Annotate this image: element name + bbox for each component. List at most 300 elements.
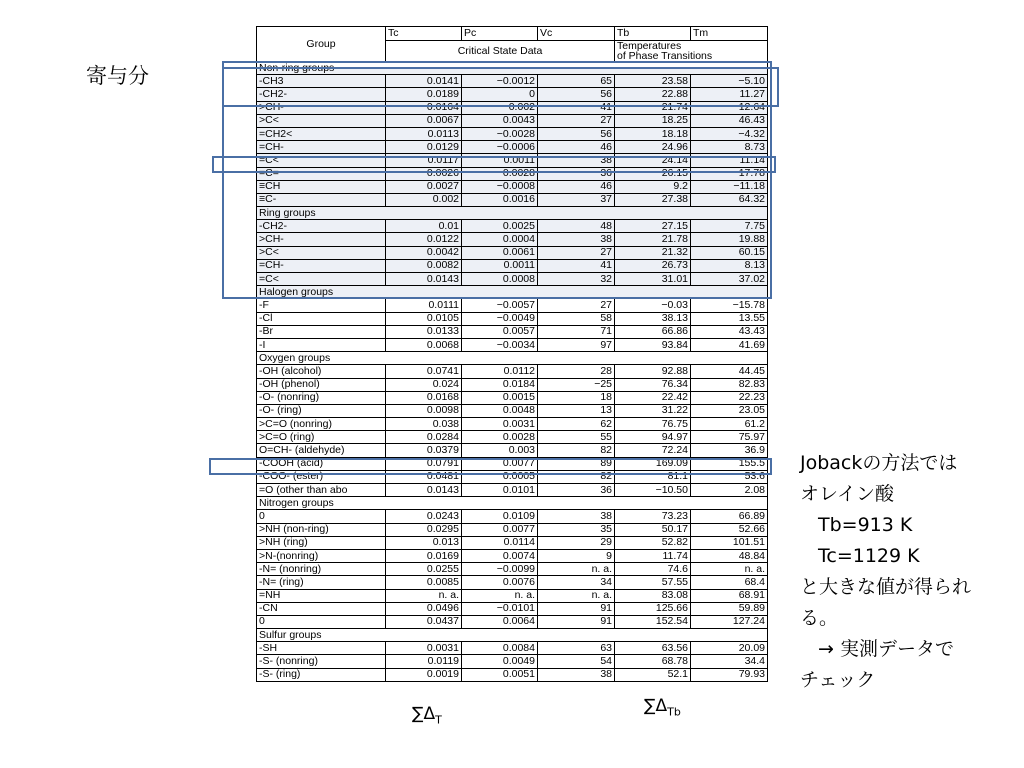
tb-cell: −0.03 <box>615 299 691 312</box>
group-cell: -Cl <box>257 312 386 325</box>
note-line-2: オレイン酸 <box>800 483 895 505</box>
group-cell: -SH <box>257 642 386 655</box>
tm-cell: 82.83 <box>691 378 768 391</box>
tc-cell: 0.0133 <box>386 325 462 338</box>
pc-cell: 0.0064 <box>462 615 538 628</box>
tc-cell: 0.0481 <box>386 470 462 483</box>
vc-cell: 36 <box>538 484 615 497</box>
tm-cell: 53.6 <box>691 470 768 483</box>
tm-cell: 23.05 <box>691 404 768 417</box>
group-cell: -N= (nonring) <box>257 563 386 576</box>
table-row <box>257 193 768 206</box>
tm-cell: 8.73 <box>691 141 768 154</box>
tc-cell: 0.0496 <box>386 602 462 615</box>
table-row <box>257 484 768 497</box>
group-cell: =O (other than abo <box>257 484 386 497</box>
pc-cell: 0.0051 <box>462 668 538 681</box>
pc-cell: 0.0008 <box>462 273 538 286</box>
group-cell: =CH2< <box>257 127 386 140</box>
group-cell: -CH2- <box>257 88 386 101</box>
table-row <box>257 470 768 483</box>
pc-cell: −0.0099 <box>462 563 538 576</box>
tm-cell: 11.14 <box>691 154 768 167</box>
group-cell: >N-(nonring) <box>257 549 386 562</box>
tc-cell: 0.024 <box>386 378 462 391</box>
table-row <box>257 391 768 404</box>
table-row <box>257 325 768 338</box>
table-row <box>257 576 768 589</box>
vc-cell: 91 <box>538 602 615 615</box>
group-cell: =C< <box>257 154 386 167</box>
vc-cell: 82 <box>538 444 615 457</box>
tc-cell: 0.0169 <box>386 549 462 562</box>
group-cell: ≡CH <box>257 180 386 193</box>
vc-cell: 97 <box>538 338 615 351</box>
tc-cell: 0.0243 <box>386 510 462 523</box>
tb-cell: 21.78 <box>615 233 691 246</box>
table-row <box>257 510 768 523</box>
tc-cell: 0.0379 <box>386 444 462 457</box>
sum-delta-t-symbol: ∑Δ <box>412 704 436 724</box>
group-cell: >CH- <box>257 101 386 114</box>
pc-cell: −0.0049 <box>462 312 538 325</box>
tb-cell: 22.42 <box>615 391 691 404</box>
tc-cell: 0.0098 <box>386 404 462 417</box>
group-cell: -COO- (ester) <box>257 470 386 483</box>
group-cell: O=CH- (aldehyde) <box>257 444 386 457</box>
vc-cell: 35 <box>538 523 615 536</box>
table-row <box>257 312 768 325</box>
tb-cell: 24.14 <box>615 154 691 167</box>
group-cell: -CN <box>257 602 386 615</box>
tb-cell: 169.09 <box>615 457 691 470</box>
table-row <box>257 457 768 470</box>
tm-cell: 2.08 <box>691 484 768 497</box>
vc-cell: 46 <box>538 141 615 154</box>
table-row <box>257 536 768 549</box>
vc-cell: 38 <box>538 233 615 246</box>
tc-cell: 0.0143 <box>386 273 462 286</box>
sum-delta-t <box>412 704 442 726</box>
group-cell: -OH (phenol) <box>257 378 386 391</box>
tc-cell: 0.0141 <box>386 75 462 88</box>
tm-cell: 44.45 <box>691 365 768 378</box>
vc-cell: 41 <box>538 259 615 272</box>
tc-cell: 0.0255 <box>386 563 462 576</box>
pc-cell: 0.0077 <box>462 457 538 470</box>
tb-cell: 74.6 <box>615 563 691 576</box>
note-line-1: Jobackの方法では <box>800 452 958 474</box>
sum-delta-tb <box>644 696 681 718</box>
header-tm: Tm <box>691 27 768 41</box>
group-cell: -F <box>257 299 386 312</box>
pc-cell: 0.0025 <box>462 220 538 233</box>
tb-cell: 26.73 <box>615 259 691 272</box>
sum-delta-tb-symbol: ∑Δ <box>644 696 668 716</box>
pc-cell: 0.002 <box>462 101 538 114</box>
table-row <box>257 523 768 536</box>
tb-cell: 76.34 <box>615 378 691 391</box>
group-cell: -COOH (acid) <box>257 457 386 470</box>
table-row <box>257 365 768 378</box>
tb-cell: 23.58 <box>615 75 691 88</box>
tb-cell: 31.01 <box>615 273 691 286</box>
group-cell: ≡C- <box>257 193 386 206</box>
section-title: Ring groups <box>257 207 768 220</box>
table-row <box>257 259 768 272</box>
pc-cell: 0.0084 <box>462 642 538 655</box>
table-row <box>257 431 768 444</box>
group-cell: >C< <box>257 114 386 127</box>
pc-cell: −0.0034 <box>462 338 538 351</box>
note-line-8: チェック <box>800 669 876 691</box>
table-row <box>257 114 768 127</box>
tb-cell: 22.88 <box>615 88 691 101</box>
pc-cell: 0.0077 <box>462 523 538 536</box>
tm-cell: 20.09 <box>691 642 768 655</box>
tc-cell: 0.0111 <box>386 299 462 312</box>
pc-cell: 0.0028 <box>462 167 538 180</box>
vc-cell: 9 <box>538 549 615 562</box>
header-tb: Tb <box>615 27 691 41</box>
tb-cell: 81.1 <box>615 470 691 483</box>
pc-cell: 0.0112 <box>462 365 538 378</box>
group-cell: 0 <box>257 510 386 523</box>
table-row <box>257 668 768 681</box>
tm-cell: 60.15 <box>691 246 768 259</box>
vc-cell: 34 <box>538 576 615 589</box>
table-row <box>257 127 768 140</box>
pc-cell: 0.0011 <box>462 259 538 272</box>
group-cell: =C< <box>257 273 386 286</box>
pc-cell: −0.0006 <box>462 141 538 154</box>
note-line-7: → 実測データで <box>818 638 954 660</box>
tm-cell: 46.43 <box>691 114 768 127</box>
vc-cell: 48 <box>538 220 615 233</box>
tb-cell: 9.2 <box>615 180 691 193</box>
tb-cell: 18.18 <box>615 127 691 140</box>
tc-cell: 0.0122 <box>386 233 462 246</box>
joback-table <box>256 26 768 682</box>
pc-cell: 0.0109 <box>462 510 538 523</box>
tb-cell: 152.54 <box>615 615 691 628</box>
table-row <box>257 338 768 351</box>
tm-cell: 61.2 <box>691 418 768 431</box>
tc-cell: 0.0119 <box>386 655 462 668</box>
pc-cell: 0.0043 <box>462 114 538 127</box>
tb-cell: 66.86 <box>615 325 691 338</box>
group-cell: >NH (non-ring) <box>257 523 386 536</box>
tm-cell: 127.24 <box>691 615 768 628</box>
tc-cell: 0.0284 <box>386 431 462 444</box>
tm-cell: 155.5 <box>691 457 768 470</box>
tb-cell: 83.08 <box>615 589 691 602</box>
tc-cell: 0.0791 <box>386 457 462 470</box>
section-title: Oxygen groups <box>257 352 768 365</box>
vc-cell: 65 <box>538 75 615 88</box>
tc-cell: 0.0117 <box>386 154 462 167</box>
table-row <box>257 233 768 246</box>
pc-cell: 0 <box>462 88 538 101</box>
pc-cell: 0.0028 <box>462 431 538 444</box>
tm-cell: n. a. <box>691 563 768 576</box>
group-cell: -N= (ring) <box>257 576 386 589</box>
pc-cell: 0.003 <box>462 444 538 457</box>
table-row <box>257 444 768 457</box>
tb-cell: 52.82 <box>615 536 691 549</box>
group-cell: >CH- <box>257 233 386 246</box>
tb-cell: 24.96 <box>615 141 691 154</box>
section-row <box>257 497 768 510</box>
vc-cell: 18 <box>538 391 615 404</box>
table-row <box>257 180 768 193</box>
section-title: Nitrogen groups <box>257 497 768 510</box>
tb-cell: 94.97 <box>615 431 691 444</box>
table-row <box>257 220 768 233</box>
pc-cell: 0.0184 <box>462 378 538 391</box>
sum-delta-t-sub: T <box>435 713 442 727</box>
tc-cell: 0.0113 <box>386 127 462 140</box>
tm-cell: 13.55 <box>691 312 768 325</box>
tc-cell: 0.0027 <box>386 180 462 193</box>
table-row <box>257 563 768 576</box>
tb-cell: 73.23 <box>615 510 691 523</box>
table-row <box>257 589 768 602</box>
table-row <box>257 418 768 431</box>
table-row <box>257 549 768 562</box>
tc-cell: 0.013 <box>386 536 462 549</box>
table-row <box>257 246 768 259</box>
pc-cell: 0.0057 <box>462 325 538 338</box>
tm-cell: 19.88 <box>691 233 768 246</box>
tc-cell: 0.0741 <box>386 365 462 378</box>
tm-cell: 101.51 <box>691 536 768 549</box>
pc-cell: 0.0004 <box>462 233 538 246</box>
tb-cell: 68.78 <box>615 655 691 668</box>
note-text <box>800 448 1024 696</box>
pc-cell: 0.0101 <box>462 484 538 497</box>
vc-cell: 89 <box>538 457 615 470</box>
tm-cell: −11.18 <box>691 180 768 193</box>
tm-cell: 79.93 <box>691 668 768 681</box>
pc-cell: −0.0008 <box>462 180 538 193</box>
tb-cell: 72.24 <box>615 444 691 457</box>
tb-cell: 18.25 <box>615 114 691 127</box>
tb-cell: 26.15 <box>615 167 691 180</box>
vc-cell: 38 <box>538 668 615 681</box>
pc-cell: −0.0057 <box>462 299 538 312</box>
tc-cell: 0.0437 <box>386 615 462 628</box>
tc-cell: 0.0085 <box>386 576 462 589</box>
table-row <box>257 378 768 391</box>
tm-cell: 59.89 <box>691 602 768 615</box>
vc-cell: 54 <box>538 655 615 668</box>
vc-cell: 46 <box>538 180 615 193</box>
group-cell: >C=O (ring) <box>257 431 386 444</box>
tc-cell: 0.0129 <box>386 141 462 154</box>
header-temps-line1: Temperatures <box>617 40 682 52</box>
group-cell: -O- (nonring) <box>257 391 386 404</box>
pc-cell: 0.0031 <box>462 418 538 431</box>
vc-cell: 38 <box>538 510 615 523</box>
header-vc: Vc <box>538 27 615 41</box>
tc-cell: 0.01 <box>386 220 462 233</box>
tb-cell: 76.75 <box>615 418 691 431</box>
table-row <box>257 101 768 114</box>
vc-cell: n. a. <box>538 563 615 576</box>
tb-cell: 57.55 <box>615 576 691 589</box>
vc-cell: 29 <box>538 536 615 549</box>
vc-cell: 27 <box>538 114 615 127</box>
pc-cell: 0.0061 <box>462 246 538 259</box>
vc-cell: 63 <box>538 642 615 655</box>
tb-cell: −10.50 <box>615 484 691 497</box>
tb-cell: 21.74 <box>615 101 691 114</box>
tm-cell: 17.78 <box>691 167 768 180</box>
tm-cell: 68.4 <box>691 576 768 589</box>
table-row <box>257 642 768 655</box>
tc-cell: 0.0082 <box>386 259 462 272</box>
note-line-4: Tc=1129 K <box>818 545 920 567</box>
vc-cell: 28 <box>538 365 615 378</box>
vc-cell: 71 <box>538 325 615 338</box>
pc-cell: 0.0048 <box>462 404 538 417</box>
pc-cell: 0.0114 <box>462 536 538 549</box>
tm-cell: 36.9 <box>691 444 768 457</box>
vc-cell: 91 <box>538 615 615 628</box>
group-cell: =CH- <box>257 259 386 272</box>
tc-cell: 0.0105 <box>386 312 462 325</box>
vc-cell: 32 <box>538 273 615 286</box>
tm-cell: −5.10 <box>691 75 768 88</box>
group-cell: -I <box>257 338 386 351</box>
vc-cell: 62 <box>538 418 615 431</box>
tm-cell: 11.27 <box>691 88 768 101</box>
note-line-6: る。 <box>800 607 839 629</box>
tb-cell: 50.17 <box>615 523 691 536</box>
vc-cell: 36 <box>538 167 615 180</box>
tc-cell: 0.0042 <box>386 246 462 259</box>
tc-cell: 0.0026 <box>386 167 462 180</box>
vc-cell: 27 <box>538 299 615 312</box>
header-group: Group <box>257 27 386 62</box>
vc-cell: n. a. <box>538 589 615 602</box>
group-cell: -O- (ring) <box>257 404 386 417</box>
pc-cell: n. a. <box>462 589 538 602</box>
group-cell: =C= <box>257 167 386 180</box>
tc-cell: 0.0068 <box>386 338 462 351</box>
tb-cell: 27.38 <box>615 193 691 206</box>
section-row <box>257 352 768 365</box>
tb-cell: 38.13 <box>615 312 691 325</box>
table-row <box>257 299 768 312</box>
tm-cell: 12.64 <box>691 101 768 114</box>
vc-cell: 56 <box>538 88 615 101</box>
tc-cell: n. a. <box>386 589 462 602</box>
tb-cell: 92.88 <box>615 365 691 378</box>
tc-cell: 0.0295 <box>386 523 462 536</box>
table-row <box>257 154 768 167</box>
tc-cell: 0.0164 <box>386 101 462 114</box>
header-tc: Tc <box>386 27 462 41</box>
vc-cell: 56 <box>538 127 615 140</box>
table-row <box>257 88 768 101</box>
group-cell: 0 <box>257 615 386 628</box>
group-cell: -CH3 <box>257 75 386 88</box>
pc-cell: 0.0005 <box>462 470 538 483</box>
pc-cell: 0.0074 <box>462 549 538 562</box>
group-cell: >C< <box>257 246 386 259</box>
table-row <box>257 615 768 628</box>
tc-cell: 0.0031 <box>386 642 462 655</box>
pc-cell: −0.0101 <box>462 602 538 615</box>
table-row <box>257 273 768 286</box>
tm-cell: 34.4 <box>691 655 768 668</box>
group-cell: -OH (alcohol) <box>257 365 386 378</box>
pc-cell: 0.0076 <box>462 576 538 589</box>
tm-cell: −15.78 <box>691 299 768 312</box>
table-row <box>257 655 768 668</box>
tc-cell: 0.0067 <box>386 114 462 127</box>
tc-cell: 0.0168 <box>386 391 462 404</box>
pc-cell: 0.0011 <box>462 154 538 167</box>
tc-cell: 0.0189 <box>386 88 462 101</box>
pc-cell: 0.0016 <box>462 193 538 206</box>
header-critical: Critical State Data <box>386 41 615 62</box>
pc-cell: 0.0015 <box>462 391 538 404</box>
table-row <box>257 141 768 154</box>
tc-cell: 0.002 <box>386 193 462 206</box>
vc-cell: 27 <box>538 246 615 259</box>
tb-cell: 21.32 <box>615 246 691 259</box>
tb-cell: 93.84 <box>615 338 691 351</box>
group-cell: >NH (ring) <box>257 536 386 549</box>
pc-cell: −0.0028 <box>462 127 538 140</box>
pc-cell: −0.0012 <box>462 75 538 88</box>
table-row <box>257 167 768 180</box>
tm-cell: 7.75 <box>691 220 768 233</box>
tm-cell: 66.89 <box>691 510 768 523</box>
tm-cell: 52.66 <box>691 523 768 536</box>
group-cell: =NH <box>257 589 386 602</box>
note-line-3: Tb=913 K <box>818 514 913 536</box>
group-cell: -S- (ring) <box>257 668 386 681</box>
pc-cell: 0.0049 <box>462 655 538 668</box>
section-row <box>257 286 768 299</box>
tb-cell: 125.66 <box>615 602 691 615</box>
tm-cell: 22.23 <box>691 391 768 404</box>
group-cell: -CH2- <box>257 220 386 233</box>
tm-cell: 43.43 <box>691 325 768 338</box>
tc-cell: 0.0019 <box>386 668 462 681</box>
tb-cell: 27.15 <box>615 220 691 233</box>
section-title: Sulfur groups <box>257 629 768 642</box>
tm-cell: 37.02 <box>691 273 768 286</box>
section-row <box>257 207 768 220</box>
tm-cell: 8.13 <box>691 259 768 272</box>
group-cell: -Br <box>257 325 386 338</box>
group-cell: =CH- <box>257 141 386 154</box>
header-pc: Pc <box>462 27 538 41</box>
tb-cell: 52.1 <box>615 668 691 681</box>
tc-cell: 0.038 <box>386 418 462 431</box>
tm-cell: 75.97 <box>691 431 768 444</box>
vc-cell: 37 <box>538 193 615 206</box>
side-label: 寄与分 <box>86 64 149 88</box>
table-row <box>257 404 768 417</box>
tm-cell: −4.32 <box>691 127 768 140</box>
group-cell: >C=O (nonring) <box>257 418 386 431</box>
